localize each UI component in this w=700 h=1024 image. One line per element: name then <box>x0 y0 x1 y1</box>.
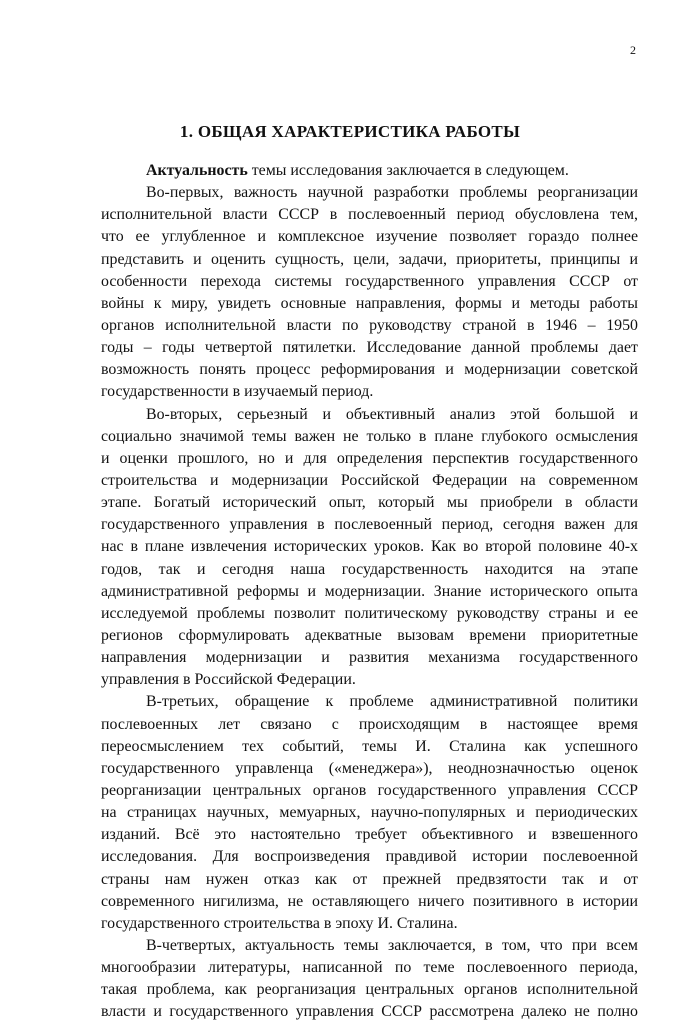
text-line <box>101 536 638 558</box>
line-text: строительства и модернизации Российской Федерации на современном <box>101 471 638 489</box>
line-text: возможность понять процесс реформирования и модернизации советской <box>101 361 638 379</box>
section-heading: 1. ОБЩАЯ ХАРАКТЕРИСТИКА РАБОТЫ <box>179 122 521 141</box>
text-line <box>101 869 638 891</box>
text-line <box>101 204 638 226</box>
line-text: нас в плане извлечения исторических уроков. Как во второй половине 40-х <box>101 538 638 556</box>
line-text: что ее углубленное и комплексное изучение позволяет гораздо полнее <box>101 228 638 246</box>
line-text: В-четвертых, актуальность темы заключается, в том, что при всем <box>146 936 638 954</box>
line-text: власти и государственного управления СССР рассмотрена далеко не полно <box>101 1003 638 1021</box>
text-line <box>101 293 638 315</box>
text-line <box>101 957 638 979</box>
line-text: социально значимой темы важен не только в плане глубокого осмысления <box>101 427 638 445</box>
text-line <box>101 426 638 448</box>
line-text: войны к миру, увидеть основные направления, формы и методы работы <box>101 294 638 312</box>
text-line <box>101 182 638 204</box>
line-text: годов, так и сегодня наша государственность находится на этапе <box>101 560 638 578</box>
text-line <box>101 514 638 536</box>
body-text <box>101 160 638 1023</box>
text-line <box>101 846 638 868</box>
line-text: переосмыслением тех событий, темы И. Сталина как успешного <box>101 737 638 755</box>
text-line <box>101 935 638 957</box>
text-line <box>101 404 638 426</box>
text-line <box>101 647 638 669</box>
line-text: такая проблема, как реорганизация центральных органов исполнительной <box>101 981 638 999</box>
line-text: послевоенных лет связано с происходящим в настоящее время <box>101 715 638 733</box>
line-text: Во-вторых, серьезный и объективный анализ этой большой и <box>146 405 638 423</box>
text-line <box>101 448 638 470</box>
line-text: органов исполнительной власти по руководству страной в 1946 – 1950 <box>101 316 638 334</box>
line-text: особенности перехода системы государственного управления СССР от <box>101 272 638 290</box>
text-line <box>101 802 638 824</box>
text-line <box>101 603 638 625</box>
line-text: страны нам нужен отказ как от прежней предвзятости так и от <box>101 870 638 888</box>
text-line <box>101 1001 638 1023</box>
text-line <box>101 824 638 846</box>
line-text: представить и оценить сущность, цели, задачи, приоритеты, принципы и <box>101 250 638 268</box>
line-text: реорганизации центральных органов государственного управления СССР <box>101 781 638 799</box>
line-text: административной реформы и модернизации. Знание исторического опыта <box>101 582 638 600</box>
text-line <box>101 381 638 403</box>
text-line <box>101 271 638 293</box>
line-text: государственного управленца («менеджера»), неоднозначностью оценок <box>101 759 638 777</box>
line-text: государственности в изучаемый период. <box>101 383 374 401</box>
text-line <box>101 780 638 802</box>
text-line <box>101 691 638 713</box>
line-text: управления в Российской Федерации. <box>101 671 356 689</box>
text-line <box>101 559 638 581</box>
line-text: современного нигилизма, не оставляющего ничего позитивного в истории <box>101 892 638 910</box>
text-line <box>101 979 638 1001</box>
line-text: исследуемой проблемы позволит политическому руководству страны и ее <box>101 604 638 622</box>
line-text: направления модернизации и развития механизма государственного <box>101 649 638 667</box>
text-line <box>101 625 638 647</box>
line-text: годы – годы четвертой пятилетки. Исследование данной проблемы дает <box>101 339 638 357</box>
line-text: В-третьих, обращение к проблеме административной политики <box>146 693 638 711</box>
text-line <box>101 913 638 935</box>
page-number: 2 <box>630 43 636 57</box>
line-text: на страницах научных, мемуарных, научно-популярных и периодических <box>101 804 638 822</box>
text-line <box>101 736 638 758</box>
text-line <box>101 160 638 182</box>
text-line <box>101 492 638 514</box>
text-line <box>101 315 638 337</box>
line-text: темы исследования заключается в следующем. <box>247 162 569 179</box>
line-text: и оценки прошлого, но и для определения перспектив государственного <box>101 449 638 467</box>
text-line <box>101 758 638 780</box>
text-line <box>101 249 638 271</box>
text-line <box>101 470 638 492</box>
text-line <box>101 359 638 381</box>
line-text: исследования. Для воспроизведения правдивой истории послевоенной <box>101 848 638 866</box>
line-text: государственного строительства в эпоху И. Сталина. <box>101 914 458 932</box>
line-text: многообразии литературы, написанной по теме послевоенного периода, <box>101 959 638 977</box>
line-text: регионов сформулировать адекватные вызовам времени приоритетные <box>101 626 638 644</box>
text-line <box>101 581 638 603</box>
text-line <box>101 669 638 691</box>
line-text: Во-первых, важность научной разработки проблемы реорганизации <box>146 184 638 202</box>
line-text: государственного управления в послевоенный период, сегодня важен для <box>101 516 638 534</box>
text-line <box>101 891 638 913</box>
bold-term: Актуальность <box>146 162 248 179</box>
text-line <box>101 714 638 736</box>
line-text: изданий. Всё это настоятельно требует объективного и взвешенного <box>101 826 638 844</box>
text-line <box>101 337 638 359</box>
line-text: этапе. Богатый исторический опыт, который мы приобрели в области <box>101 494 638 512</box>
text-line <box>101 226 638 248</box>
line-text: исполнительной власти СССР в послевоенный период обусловлена тем, <box>101 206 638 224</box>
